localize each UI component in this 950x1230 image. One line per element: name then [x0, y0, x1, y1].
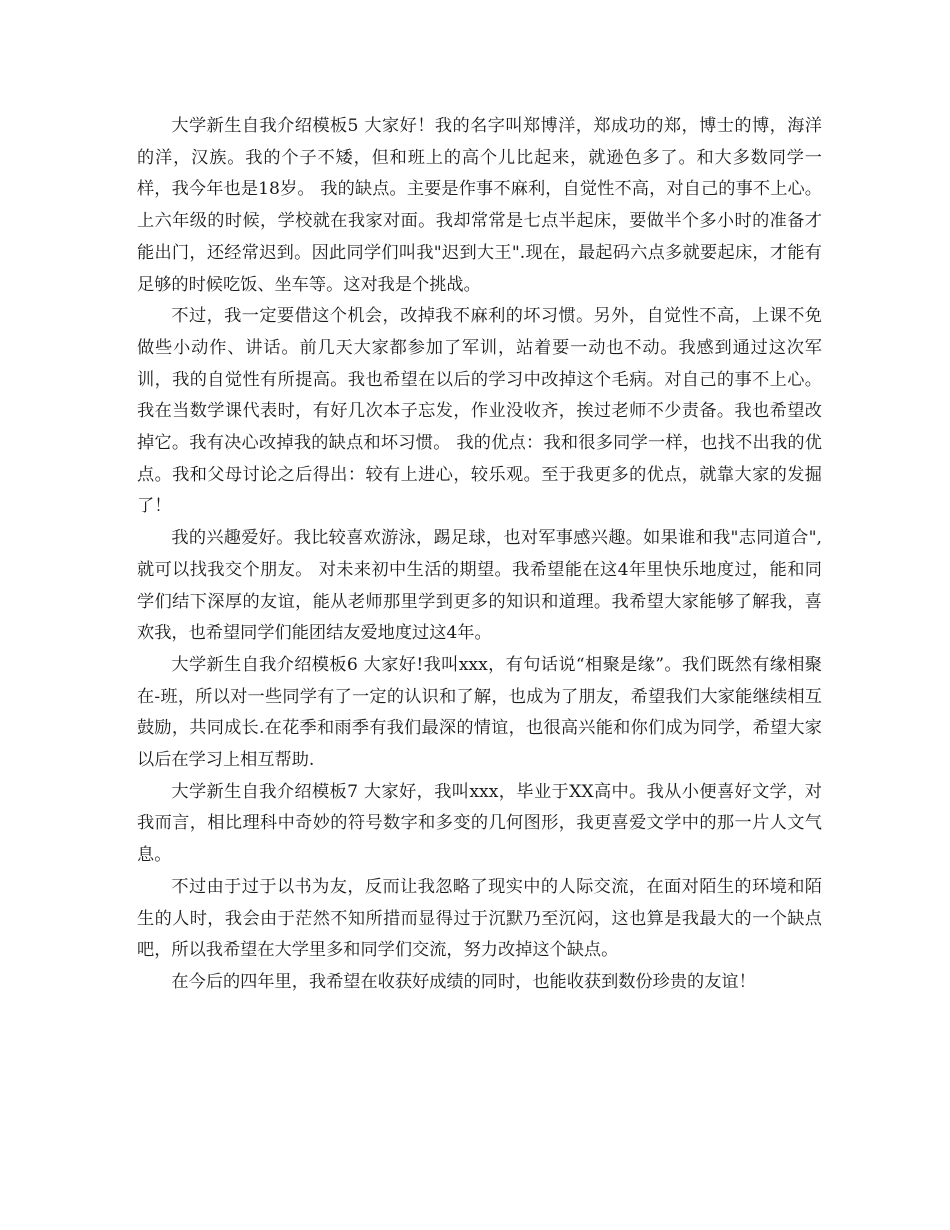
paragraph-3: 我的兴趣爱好。我比较喜欢游泳，踢足球，也对军事感兴趣。如果谁和我"志同道合",就可以找我交个朋友。 对未来初中生活的期望。我希望能在这4年里快乐地度过，能和同学们结下深厚的友谊，能从老师那里学到更多的知识和道理。我希望大家能够了解我，喜欢我，也希望同学们能团结友爱地度过这4年。 [137, 528, 822, 644]
paragraph-2: 不过，我一定要借这个机会，改掉我不麻利的坏习惯。另外，自觉性不高，上课不免做些小动作、讲话。前几天大家都参加了军训，站着要一动也不动。我感到通过这次军训，我的自觉性有所提高。我也希望在以后的学习中改掉这个毛病。对自己的事不上心。我在当数学课代表时，有好几次本子忘发，作业没收齐，挨过老师不少责备。我也希望改掉它。我有决心改掉我的缺点和坏习惯。 我的优点：我和很多同学一样，也找不出我的优点。我和父母讨论之后得出：较有上进心，较乐观。至于我更多的优点，就靠大家的发掘了！ [137, 306, 822, 517]
paragraph-1: 大学新生自我介绍模板5 大家好！我的名字叫郑博洋，郑成功的郑，博士的博，海洋的洋，汉族。我的个子不矮，但和班上的高个儿比起来，就逊色多了。和大多数同学一样，我今年也是18岁。 我的缺点。主要是作事不麻利，自觉性不高，对自己的事不上心。上六年级的时候，学校就在我家对面。我却常常是七点半起床，要做半个多小时的准备才能出门，还经常迟到。因此同学们叫我"迟到大王".现在，最起码六点多就要起床，才能有足够的时候吃饭、坐车等。这对我是个挑战。 [137, 116, 822, 295]
paragraph-7: 在今后的四年里，我希望在收获好成绩的同时，也能收获到数份珍贵的友谊！ [171, 971, 756, 992]
paragraph-6: 不过由于过于以书为友，反而让我忽略了现实中的人际交流，在面对陌生的环境和陌生的人时，我会由于茫然不知所措而显得过于沉默乃至沉闷，这也算是我最大的一个缺点吧，所以我希望在大学里多和同学们交流，努力改掉这个缺点。 [137, 876, 822, 961]
paragraph-4: 大学新生自我介绍模板6 大家好!我叫xxx，有句话说“相聚是缘”。我们既然有缘相聚在-班，所以对一些同学有了一定的认识和了解，也成为了朋友，希望我们大家能继续相互鼓励，共同成长.在花季和雨季有我们最深的情谊，也很高兴能和你们成为同学，希望大家以后在学习上相互帮助. [137, 654, 822, 771]
paragraph-5: 大学新生自我介绍模板7 大家好，我叫xxx，毕业于XX高中。我从小便喜好文学，对我而言，相比理科中奇妙的符号数字和多变的几何图形，我更喜爱文学中的那一片人文气息。 [137, 781, 822, 866]
